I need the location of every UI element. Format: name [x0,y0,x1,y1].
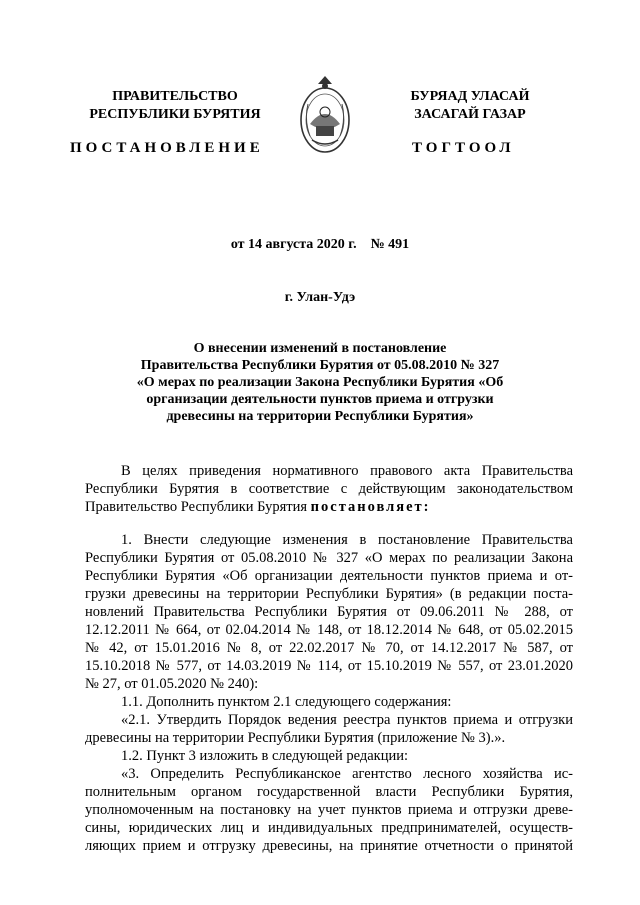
item-1-line: № 27, от 01.05.2020 № 240): [85,676,259,692]
item-1-line: Республики Бурятия от 05.08.2010 № 327 «О мерах по реализации Закона [85,550,573,566]
item-3-line: уполномоченным на постановку на учет пунктов приема и отгрузки древе- [85,802,573,818]
item-3-line: «3. Определить Республиканское агентство лесного хозяйства ис- [121,766,573,782]
preamble-line: В целях приведения нормативного правового акта Правительства [121,463,573,479]
item-1-line: 1. Внести следующие изменения в постановление Правительства [121,532,573,548]
item-3-line: ляющих прием и отгрузку древесины, на принятие отчетности о принятой [85,838,573,854]
item-1-line: грузки древесины на территории Республики Бурятия» (в редакции поста- [85,586,573,602]
item-1-line: Республики Бурятия «Об организации деятельности пунктов приема и от- [85,568,573,584]
issuer-right [370,88,570,124]
issuer-right-line2: ЗАСАГАЙ ГАЗАР [414,107,526,122]
doc-type-right: ТОГТООЛ [412,140,515,156]
issuer-left-line2: РЕСПУБЛИКИ БУРЯТИЯ [89,107,261,122]
preamble-line: Республики Бурятия в соответствие с действующим законодательством [85,481,573,497]
doc-type-left: ПОСТАНОВЛЕНИЕ [70,140,264,156]
title-line: организации деятельности пунктов приема и отгрузки [146,392,494,407]
item-3-line: полнительным органом государственной власти Республики Бурятия, [85,784,573,800]
document-title [0,340,640,425]
item-3-line: сины, юридических лиц и индивидуальных предпринимателей, осуществ- [85,820,573,836]
date-and-number: от 14 августа 2020 г. № 491 [230,237,410,252]
resolves-word: постановляет: [310,499,431,515]
title-line: Правительства Республики Бурятия от 05.08.2010 № 327 [140,358,500,373]
title-line: «О мерах по реализации Закона Республики Бурятия «Об [136,375,504,390]
item-1-line: 12.12.2011 № 664, от 02.04.2014 № 148, от 18.12.2014 № 648, от 05.02.2015 [85,622,573,638]
item-2-1-line: древесины на территории Республики Бурятия (приложение № 3).». [85,730,506,746]
preamble-line [85,498,573,516]
item-1-line: новлений Правительства Республики Бурятия от 09.06.2011 № 288, от [85,604,573,620]
item-1-2: 1.2. Пункт 3 изложить в следующей редакции: [121,748,409,764]
item-1-1: 1.1. Дополнить пунктом 2.1 следующего содержания: [121,694,452,710]
item-1-line: 15.10.2018 № 577, от 14.03.2019 № 114, от 15.10.2019 № 557, от 23.01.2020 [85,658,573,674]
city: г. Улан-Удэ [284,290,356,305]
title-line: древесины на территории Республики Бурятия» [166,409,474,424]
issuer-right-line1: БУРЯАД УЛАСАЙ [410,89,530,104]
item-1-line: № 42, от 15.01.2016 № 8, от 22.02.2017 № 70, от 14.12.2017 № 587, от [85,640,573,656]
issuer-left-line1: ПРАВИТЕЛЬСТВО [112,89,238,104]
coat-of-arms-icon [298,74,352,156]
title-line: О внесении изменений в постановление [193,341,447,356]
issuer-left [60,88,290,124]
item-1 [85,531,573,855]
preamble [85,462,573,516]
preamble-prefix: Правительство Республики Бурятия [85,499,311,515]
item-2-1-line: «2.1. Утвердить Порядок ведения реестра пунктов приема и отгрузки [121,712,573,728]
